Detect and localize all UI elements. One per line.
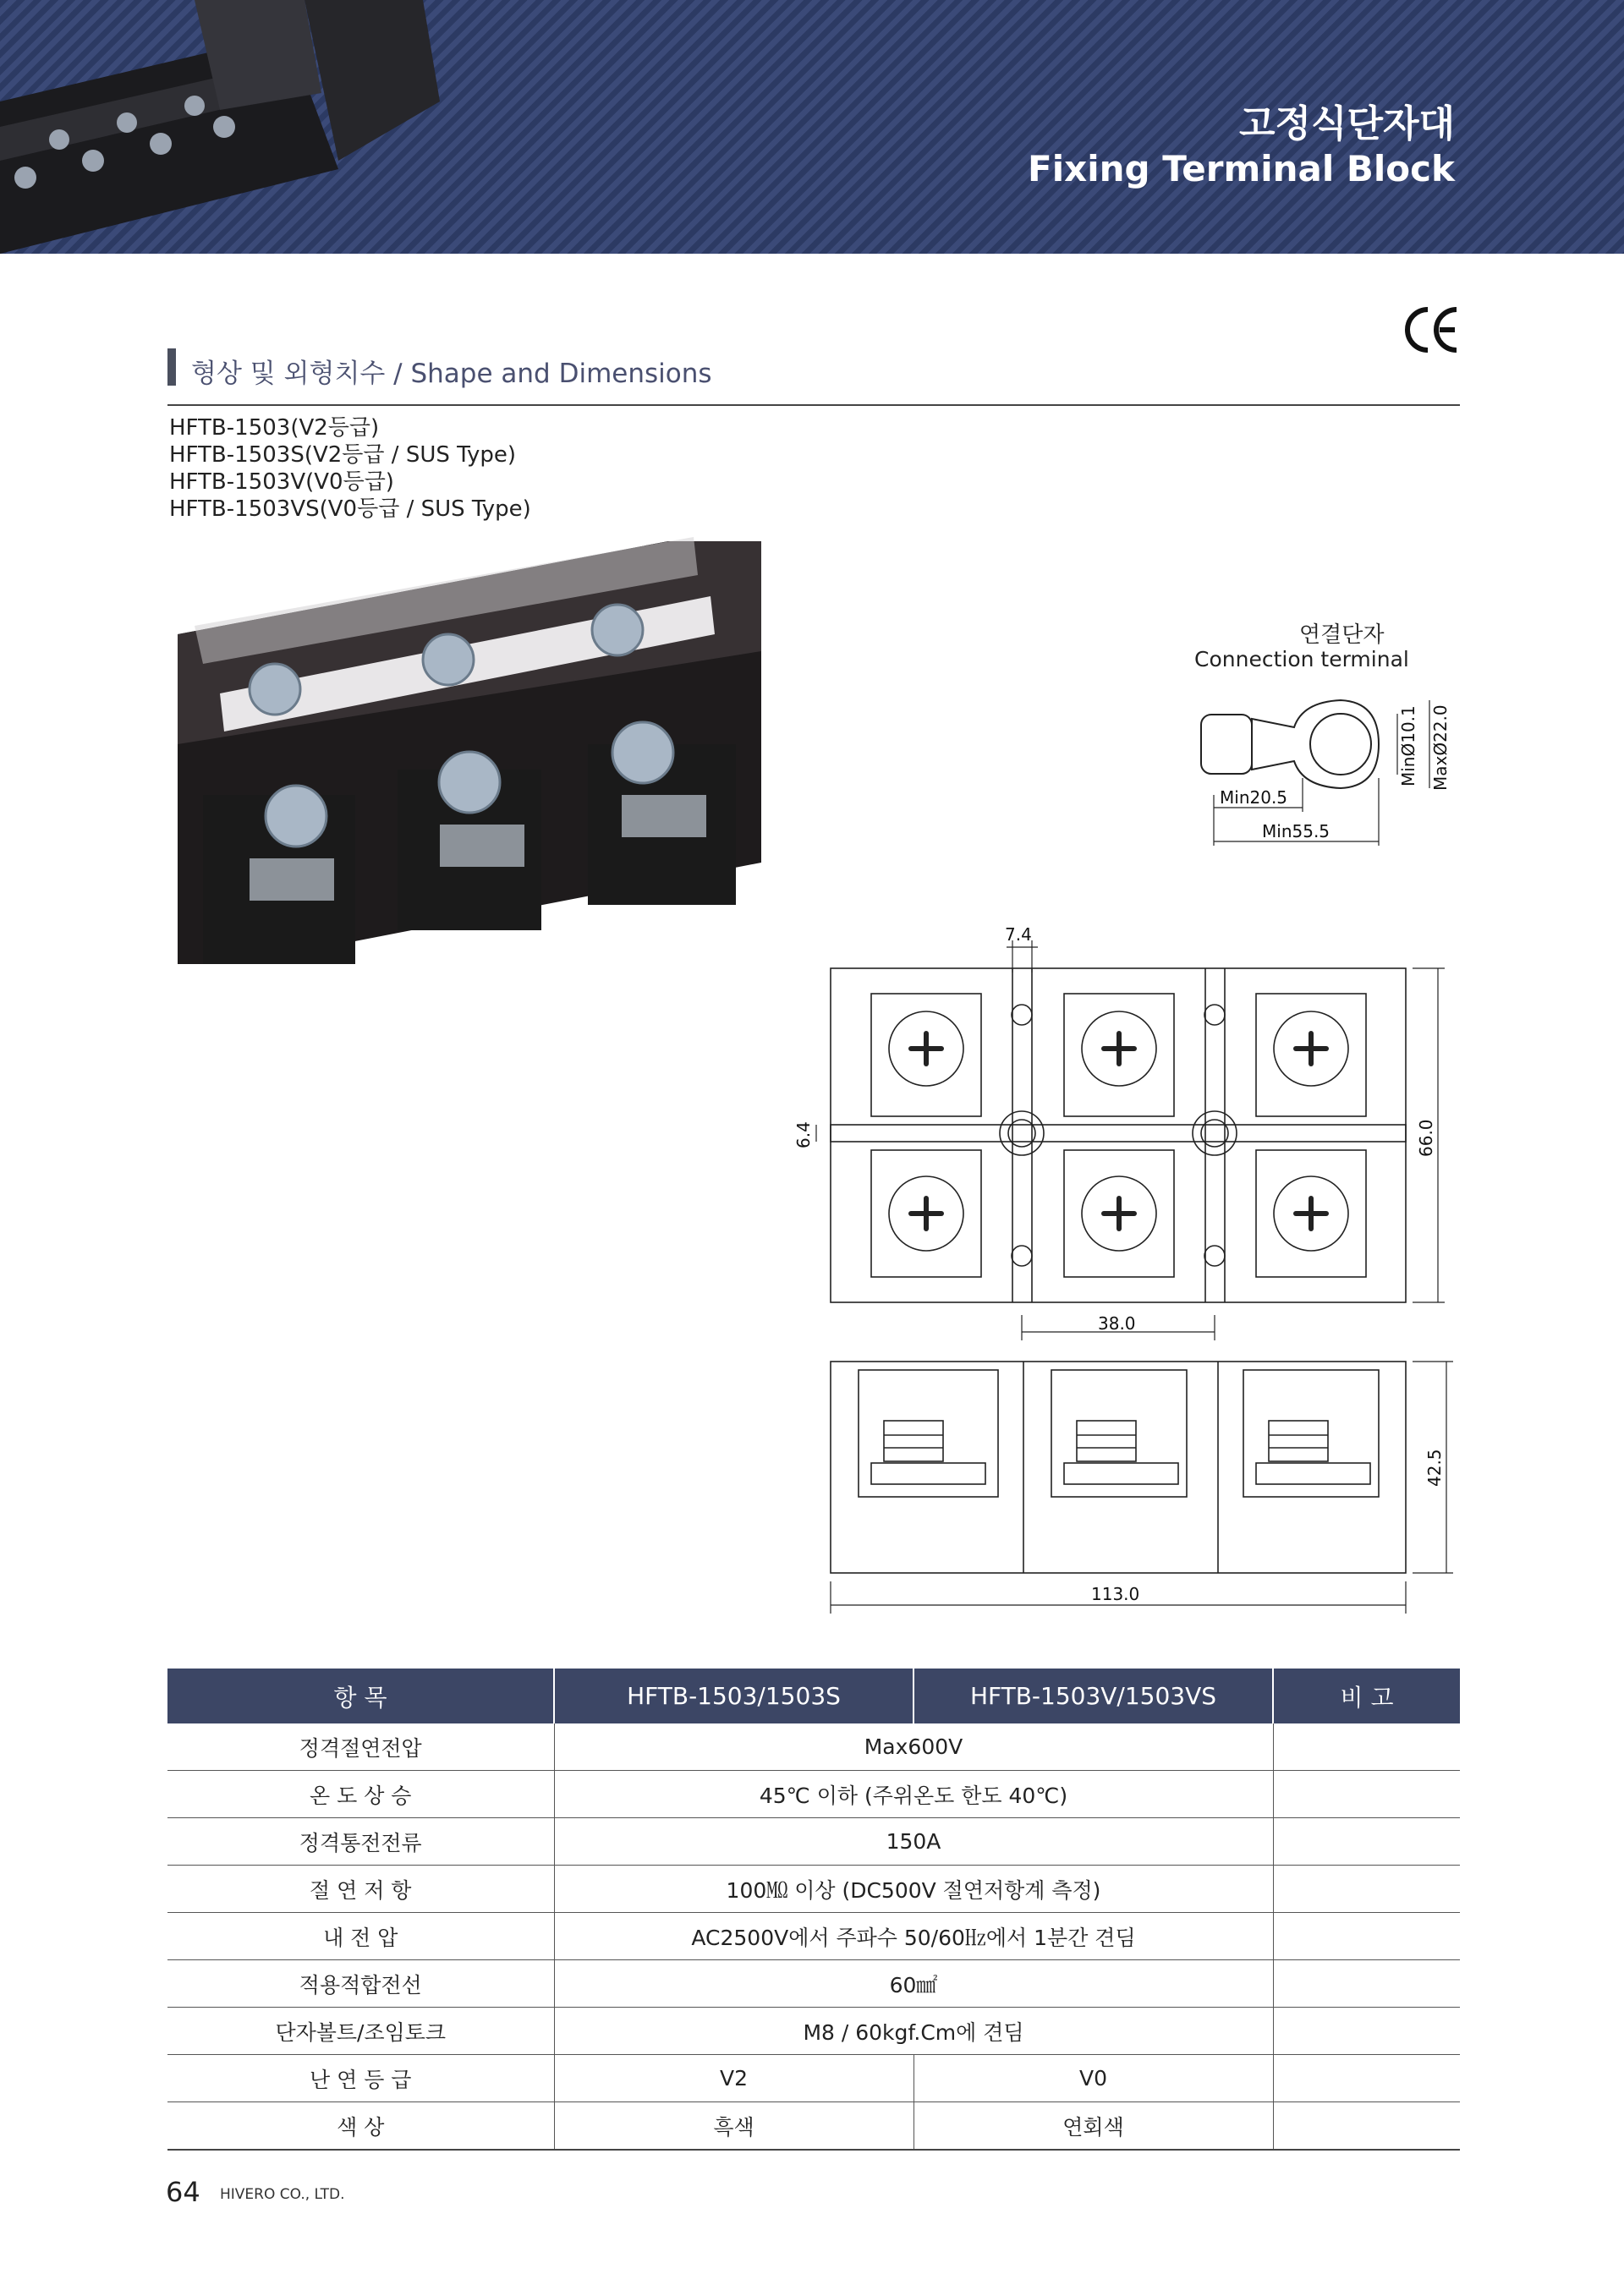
row-value: 150A	[554, 1818, 1273, 1866]
table-row	[167, 2008, 1460, 2055]
row-remark	[1273, 2055, 1460, 2102]
row-value: M8 / 60kgf.Cm에 견딤	[554, 2008, 1273, 2055]
row-item: 온 도 상 승	[167, 1771, 554, 1818]
model-item: HFTB-1503S(V2등급 / SUS Type)	[169, 442, 516, 468]
row-value-b: 연회색	[914, 2102, 1273, 2151]
table-row	[167, 1771, 1460, 1818]
row-value: AC2500V에서 주파수 50/60㎐에서 1분간 견딤	[554, 1913, 1273, 1960]
row-value-a: V2	[554, 2055, 914, 2102]
row-value-a: 흑색	[554, 2102, 914, 2151]
dimension-drawing	[787, 922, 1463, 1624]
section-marker	[167, 348, 176, 386]
row-remark	[1273, 2102, 1460, 2151]
connection-terminal-drawing	[1176, 677, 1463, 854]
row-value: 100㏁ 이상 (DC500V 절연저항계 측정)	[554, 1866, 1273, 1913]
row-item: 절 연 저 항	[167, 1866, 554, 1913]
header-remarks: 비 고	[1273, 1669, 1460, 1723]
row-remark	[1273, 1771, 1460, 1818]
dim-min-dia: MinØ10.1	[1398, 705, 1418, 786]
table-row	[167, 1913, 1460, 1960]
product-photo	[169, 524, 778, 973]
spec-table	[167, 1669, 1460, 2151]
row-remark	[1273, 1723, 1460, 1771]
table-row	[167, 1818, 1460, 1866]
company-name: HIVERO CO., LTD.	[220, 2186, 345, 2203]
header-model-v2: HFTB-1503/1503S	[554, 1669, 914, 1723]
ce-mark-icon	[1402, 304, 1460, 355]
table-header-row	[167, 1669, 1460, 1723]
row-value-b: V0	[914, 2055, 1273, 2102]
section-title: 형상 및 외형치수 / Shape and Dimensions	[191, 359, 712, 389]
row-value: Max600V	[554, 1723, 1273, 1771]
row-item: 난 연 등 급	[167, 2055, 554, 2102]
dim-7-4: 7.4	[1005, 924, 1032, 945]
table-row	[167, 1960, 1460, 2008]
row-item: 색 상	[167, 2102, 554, 2151]
row-item: 내 전 압	[167, 1913, 554, 1960]
row-item: 정격통전전류	[167, 1818, 554, 1866]
row-remark	[1273, 1818, 1460, 1866]
header-banner	[0, 0, 1624, 254]
dim-38-0: 38.0	[1098, 1313, 1136, 1334]
row-remark	[1273, 1866, 1460, 1913]
table-row	[167, 1866, 1460, 1913]
dim-6-4: 6.4	[793, 1121, 814, 1148]
section-heading	[167, 348, 1460, 406]
page-title-korean: 고정식단자대	[1238, 102, 1455, 145]
connection-terminal-label-ko: 연결단자	[1299, 622, 1385, 648]
row-item: 적용적합전선	[167, 1960, 554, 2008]
header-item: 항 목	[167, 1669, 554, 1723]
row-remark	[1273, 1960, 1460, 2008]
table-row	[167, 2055, 1460, 2102]
page-number: 64	[166, 2176, 200, 2208]
dim-113-0: 113.0	[1091, 1584, 1140, 1604]
model-item: HFTB-1503VS(V0등급 / SUS Type)	[169, 496, 531, 522]
page-title-english: Fixing Terminal Block	[1028, 148, 1455, 189]
dim-min-20-5: Min20.5	[1220, 787, 1288, 808]
table-row	[167, 2102, 1460, 2151]
table-row	[167, 1723, 1460, 1771]
model-list	[169, 414, 531, 523]
row-remark	[1273, 2008, 1460, 2055]
dim-max-dia: MaxØ22.0	[1430, 704, 1451, 791]
row-value: 60㎟	[554, 1960, 1273, 2008]
dim-66-0: 66.0	[1416, 1119, 1436, 1157]
model-item: HFTB-1503(V2등급)	[169, 415, 380, 441]
dim-42-5: 42.5	[1424, 1449, 1445, 1487]
header-model-v0: HFTB-1503V/1503VS	[914, 1669, 1273, 1723]
row-item: 단자볼트/조임토크	[167, 2008, 554, 2055]
row-item: 정격절연전압	[167, 1723, 554, 1771]
connection-terminal-label-en: Connection terminal	[1194, 647, 1409, 671]
header-product-photo	[0, 0, 474, 254]
row-remark	[1273, 1913, 1460, 1960]
model-item: HFTB-1503V(V0등급)	[169, 469, 394, 495]
dim-min-55-5: Min55.5	[1262, 821, 1330, 841]
row-value: 45℃ 이하 (주위온도 한도 40℃)	[554, 1771, 1273, 1818]
